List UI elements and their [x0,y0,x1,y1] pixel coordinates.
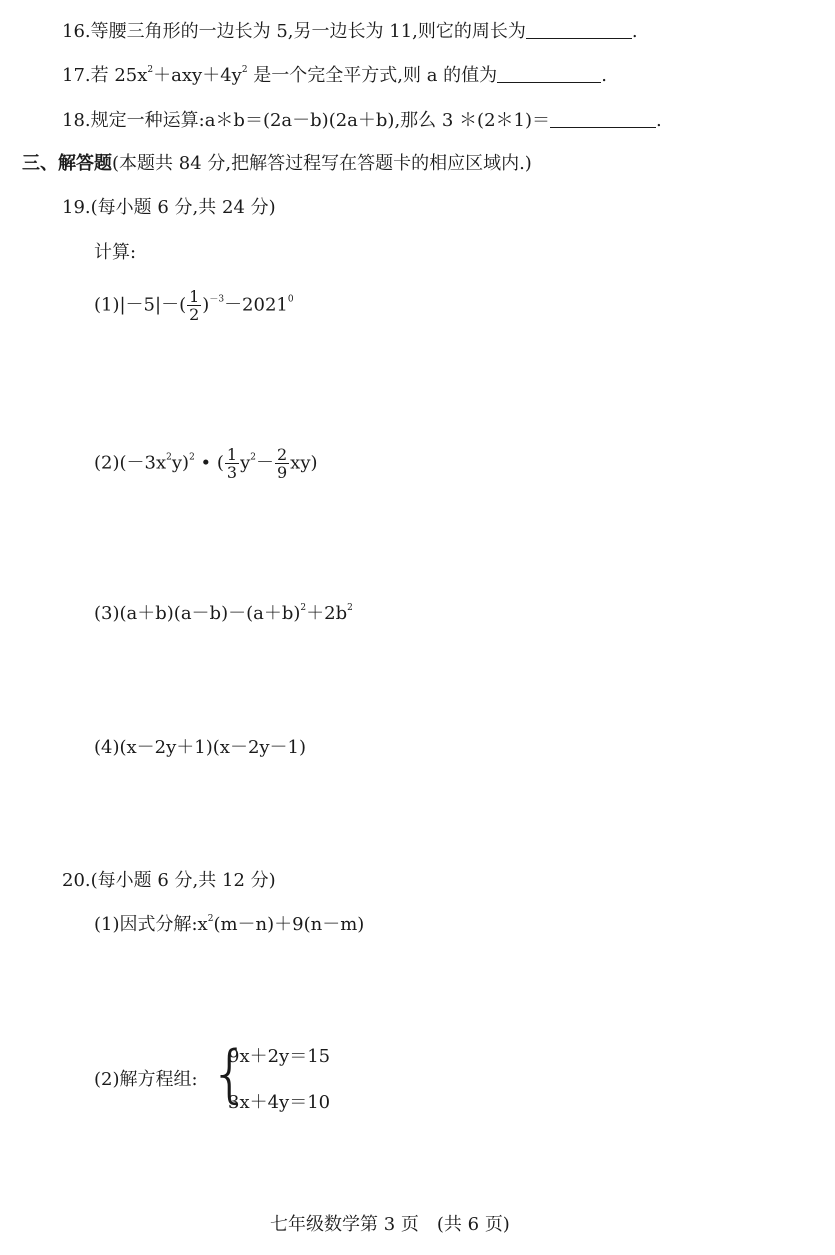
equation-2: 3x＋4y＝10 [228,1092,331,1113]
question-20-part-1: (1)因式分解$:x^2(m-n)+9(n-m)$ [94,914,365,935]
section-3-heading [22,155,532,173]
question-19-header: 19.(每小题 6 分,共 24 分) [62,197,276,218]
question-19-part-3: $(3)(a+b)(a-b)-(a+b)^2+2b^2$ [94,603,353,624]
question-19-part-4: (4)(x－2y＋1)(x－2y－1) [94,737,307,758]
fraction-two-ninths: $\frac{2}{9}$ [276,445,288,482]
equation-1: 9x＋2y＝15 [228,1046,331,1067]
question-16-text: 16.等腰三角形的一边长为 5,另一边长为 11,则它的周长为 [62,21,526,42]
question-18-text: 18.规定一种运算:a＊b＝(2a－b)(2a＋b),那么 3 ＊(2＊1)＝ [62,110,551,131]
answer-blank-17[interactable] [497,66,601,83]
page-footer: 七年级数学第 3 页 (共 6 页) [270,1214,510,1235]
question-17: 17.若 $25x^2+axy+4y^2$ 是一个完全平方式,则 a 的值为 . [62,65,607,86]
section-3-note: (本题共 84 分,把解答过程写在答题卡的相应区域内.) [112,153,532,174]
answer-blank-18[interactable] [550,111,656,128]
equation-system-brace: { [210,1037,250,1110]
question-20-part-2-label: (2)解方程组: [94,1069,198,1090]
question-19-part-1: (1)|－5|－( $\frac{1}{2}$ )$^{-3}-2021^0$ [94,287,294,324]
question-20-header: 20.(每小题 6 分,共 12 分) [62,870,276,891]
section-3-title: 三、解答题 [22,153,112,174]
answer-blank-16[interactable] [526,22,632,39]
question-16: 16.等腰三角形的一边长为 5,另一边长为 11,则它的周长为 . [62,21,638,42]
question-19-part-2: $(2)(-3x^2y)^2$ • ( $\frac{1}{3}$ $y^2-$ $\frac{2}{9}$ xy) [94,445,318,482]
fraction-one-third: $\frac{1}{3}$ [226,445,238,482]
question-18: 18.规定一种运算:a＊b＝(2a－b)(2a＋b),那么 3 ＊(2＊1)＝ . [62,110,662,131]
fraction-one-half: $\frac{1}{2}$ [189,287,200,324]
question-19-instruction: 计算: [94,242,137,263]
